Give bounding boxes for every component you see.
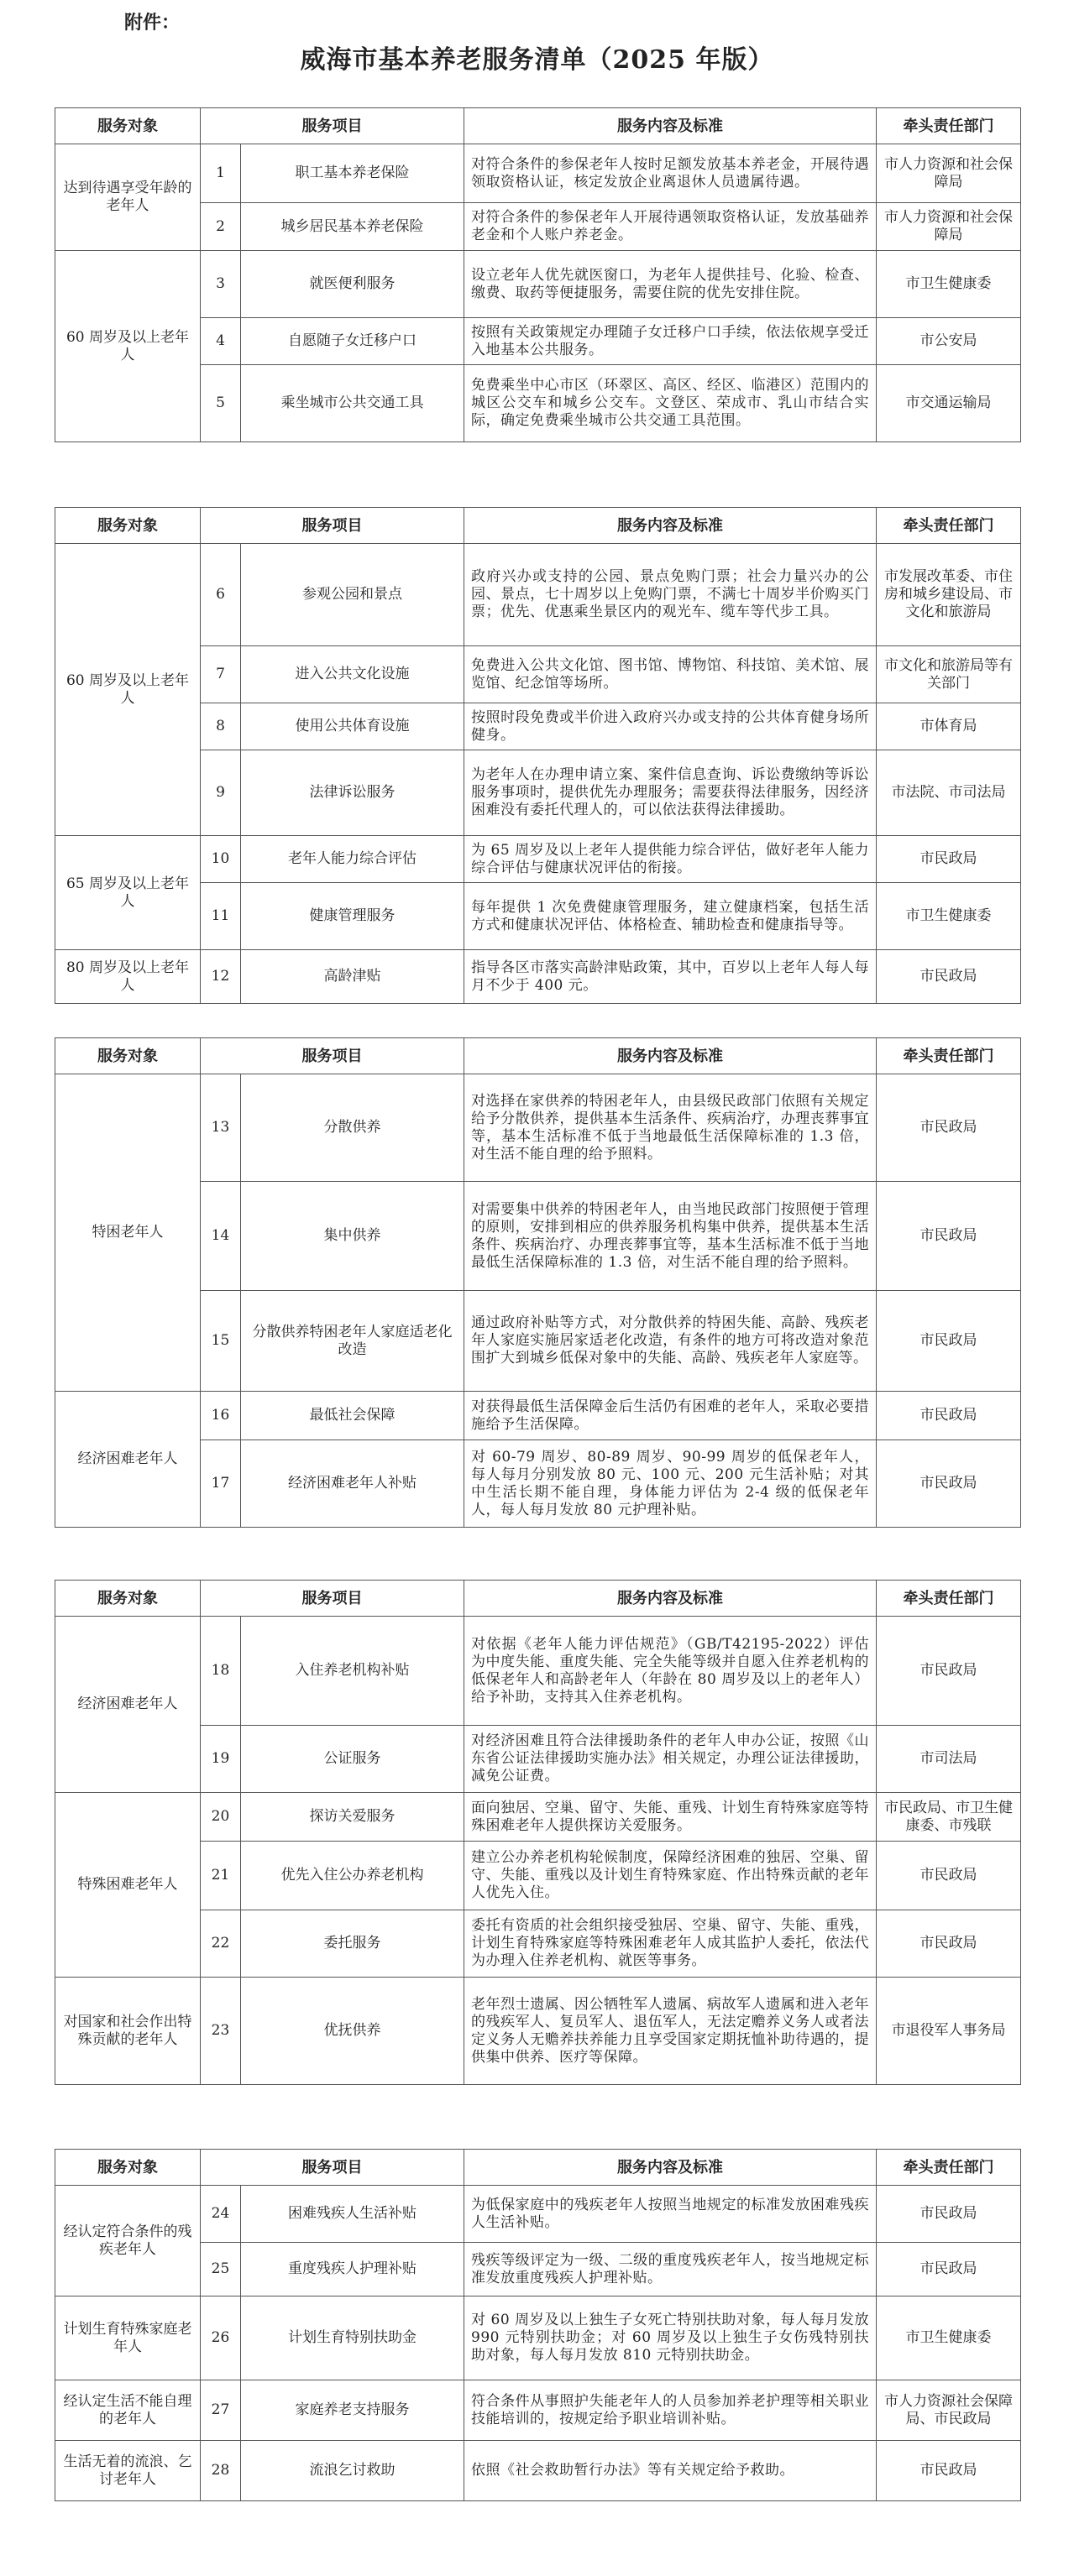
responsible-dept: 市人力资源和社会保障局 — [877, 203, 1021, 251]
responsible-dept: 市民政局、市卫生健康委、市残联 — [877, 1793, 1021, 1842]
row-number: 22 — [201, 1910, 241, 1978]
service-content: 对选择在家供养的特困老年人，由县级民政部门依照有关规定给予分散供养，提供基本生活条件、疾病治疗，办理丧葬事宜等，基本生活标准不低于当地最低生活保障标准的 1.3 倍，对生活不能自理的给予照料。 — [464, 1074, 877, 1182]
service-content: 对需要集中供养的特困老年人，由当地民政部门按照便于管理的原则，安排到相应的供养服务机构集中供养，提供基本生活条件、疾病治疗、办理丧葬事宜等，基本生活标准不低于当地最低生活保障标准的 1.3 倍，对生活不能自理的给予照料。 — [464, 1182, 877, 1291]
row-number: 11 — [201, 883, 241, 950]
service-item: 分散供养 — [241, 1074, 464, 1182]
group-label: 经认定符合条件的残疾老年人 — [55, 2186, 201, 2296]
service-item: 经济困难老年人补贴 — [241, 1440, 464, 1528]
row-number: 14 — [201, 1182, 241, 1291]
table-header-row — [55, 108, 1021, 144]
header-target: 服务对象 — [55, 508, 201, 544]
group-label: 60 周岁及以上老年人 — [55, 544, 201, 836]
responsible-dept: 市人力资源社会保障局、市民政局 — [877, 2380, 1021, 2441]
group-label: 达到待遇享受年龄的老年人 — [55, 144, 201, 251]
group-label: 特困老年人 — [55, 1074, 201, 1392]
table-row — [55, 1440, 1021, 1528]
service-content: 对 60-79 周岁、80-89 周岁、90-99 周岁的低保老年人，每人每月分别发放 80 元、100 元、200 元生活补贴；对其中生活长期不能自理，身体能力评估为 2-4 级的低保老年人，每人每月发放 80 元护理补贴。 — [464, 1440, 877, 1528]
service-content: 对经济困难且符合法律援助条件的老年人申办公证，按照《山东省公证法律援助实施办法》相关规定，办理公证法律援助，减免公证费。 — [464, 1726, 877, 1793]
service-item: 老年人能力综合评估 — [241, 836, 464, 883]
header-item: 服务项目 — [201, 2150, 464, 2186]
service-item: 自愿随子女迁移户口 — [241, 318, 464, 365]
header-target: 服务对象 — [55, 2150, 201, 2186]
group-label: 计划生育特殊家庭老年人 — [55, 2296, 201, 2380]
service-content: 委托有资质的社会组织接受独居、空巢、留守、失能、重残，计划生育特殊家庭等特殊困难老年人成其监护人委托，依法代为办理入住养老机构、就医等事务。 — [464, 1910, 877, 1978]
document-title: 威海市基本养老服务清单（2025 年版） — [300, 45, 774, 75]
header-dept: 牵头责任部门 — [877, 1038, 1021, 1074]
service-item: 参观公园和景点 — [241, 544, 464, 646]
responsible-dept: 市司法局 — [877, 1726, 1021, 1793]
table-row — [55, 2186, 1021, 2243]
responsible-dept: 市公安局 — [877, 318, 1021, 365]
responsible-dept: 市民政局 — [877, 950, 1021, 1004]
responsible-dept: 市法院、市司法局 — [877, 750, 1021, 836]
service-item: 集中供养 — [241, 1182, 464, 1291]
responsible-dept: 市民政局 — [877, 1910, 1021, 1978]
row-number: 18 — [201, 1617, 241, 1726]
header-target: 服务对象 — [55, 1038, 201, 1074]
responsible-dept: 市民政局 — [877, 1842, 1021, 1910]
header-dept: 牵头责任部门 — [877, 508, 1021, 544]
service-item: 乘坐城市公共交通工具 — [241, 365, 464, 442]
header-target: 服务对象 — [55, 108, 201, 144]
service-item: 家庭养老支持服务 — [241, 2380, 464, 2441]
service-table-section-1 — [55, 107, 1021, 442]
table-row — [55, 1793, 1021, 1842]
service-item: 重度残疾人护理补贴 — [241, 2243, 464, 2296]
row-number: 12 — [201, 950, 241, 1004]
service-item: 城乡居民基本养老保险 — [241, 203, 464, 251]
service-content: 指导各区市落实高龄津贴政策，其中，百岁以上老年人每人每月不少于 400 元。 — [464, 950, 877, 1004]
row-number: 3 — [201, 251, 241, 318]
group-label: 65 周岁及以上老年人 — [55, 836, 201, 950]
header-content: 服务内容及标准 — [464, 108, 877, 144]
service-table-section-4 — [55, 1580, 1021, 2085]
table-row — [55, 836, 1021, 883]
service-item: 入住养老机构补贴 — [241, 1617, 464, 1726]
service-content: 老年烈士遗属、因公牺牲军人遗属、病故军人遗属和进入老年的残疾军人、复员军人、退伍军人，无法定赡养义务人或者法定义务人无赡养扶养能力且享受国家定期抚恤补助待遇的，提供集中供养、医疗等保障。 — [464, 1978, 877, 2085]
service-content: 为 65 周岁及以上老年人提供能力综合评估，做好老年人能力综合评估与健康状况评估的衔接。 — [464, 836, 877, 883]
row-number: 16 — [201, 1392, 241, 1440]
row-number: 24 — [201, 2186, 241, 2243]
table-header-row — [55, 2150, 1021, 2186]
service-content: 残疾等级评定为一级、二级的重度残疾老年人，按当地规定标准发放重度残疾人护理补贴。 — [464, 2243, 877, 2296]
group-label: 特殊困难老年人 — [55, 1793, 201, 1978]
service-item: 职工基本养老保险 — [241, 144, 464, 203]
header-content: 服务内容及标准 — [464, 2150, 877, 2186]
responsible-dept: 市民政局 — [877, 1617, 1021, 1726]
service-content: 为低保家庭中的残疾老年人按照当地规定的标准发放困难残疾人生活补贴。 — [464, 2186, 877, 2243]
table-row — [55, 544, 1021, 646]
service-item: 高龄津贴 — [241, 950, 464, 1004]
row-number: 1 — [201, 144, 241, 203]
table-header-row — [55, 508, 1021, 544]
service-item: 委托服务 — [241, 1910, 464, 1978]
row-number: 7 — [201, 646, 241, 703]
header-item: 服务项目 — [201, 1581, 464, 1617]
group-label: 生活无着的流浪、乞讨老年人 — [55, 2441, 201, 2501]
row-number: 27 — [201, 2380, 241, 2441]
service-item: 健康管理服务 — [241, 883, 464, 950]
group-label: 经济困难老年人 — [55, 1392, 201, 1528]
row-number: 2 — [201, 203, 241, 251]
header-dept: 牵头责任部门 — [877, 1581, 1021, 1617]
row-number: 21 — [201, 1842, 241, 1910]
table-row — [55, 1392, 1021, 1440]
service-content: 政府兴办或支持的公园、景点免购门票；社会力量兴办的公园、景点，七十周岁以上免购门票，不满七十周岁半价购买门票；优先、优惠乘坐景区内的观光车、缆车等代步工具。 — [464, 544, 877, 646]
service-item: 探访关爱服务 — [241, 1793, 464, 1842]
row-number: 23 — [201, 1978, 241, 2085]
service-item: 优先入住公办养老机构 — [241, 1842, 464, 1910]
group-label: 经济困难老年人 — [55, 1617, 201, 1793]
responsible-dept: 市民政局 — [877, 1074, 1021, 1182]
responsible-dept: 市民政局 — [877, 1182, 1021, 1291]
responsible-dept: 市民政局 — [877, 2243, 1021, 2296]
service-content: 对 60 周岁及以上独生子女死亡特别扶助对象，每人每月发放 990 元特别扶助金；对 60 周岁及以上独生子女伤残特别扶助对象，每人每月发放 810 元特别扶助金。 — [464, 2296, 877, 2380]
service-content: 免费进入公共文化馆、图书馆、博物馆、科技馆、美术馆、展览馆、纪念馆等场所。 — [464, 646, 877, 703]
header-target: 服务对象 — [55, 1581, 201, 1617]
service-item: 最低社会保障 — [241, 1392, 464, 1440]
table-row — [55, 318, 1021, 365]
service-item: 进入公共文化设施 — [241, 646, 464, 703]
table-row — [55, 646, 1021, 703]
row-number: 20 — [201, 1793, 241, 1842]
responsible-dept: 市民政局 — [877, 2441, 1021, 2501]
responsible-dept: 市卫生健康委 — [877, 2296, 1021, 2380]
service-content: 对符合条件的参保老年人开展待遇领取资格认证，发放基础养老金和个人账户养老金。 — [464, 203, 877, 251]
service-table-section-2 — [55, 507, 1021, 1004]
responsible-dept: 市卫生健康委 — [877, 883, 1021, 950]
table-row — [55, 144, 1021, 203]
service-content: 设立老年人优先就医窗口，为老年人提供挂号、化验、检查、缴费、取药等便捷服务，需要住院的优先安排住院。 — [464, 251, 877, 318]
header-dept: 牵头责任部门 — [877, 2150, 1021, 2186]
service-content: 为老年人在办理申请立案、案件信息查询、诉讼费缴纳等诉讼服务事项时，提供优先办理服务；需要获得法律服务，因经济困难没有委托代理人的，可以依法获得法律援助。 — [464, 750, 877, 836]
row-number: 25 — [201, 2243, 241, 2296]
group-label: 对国家和社会作出特殊贡献的老年人 — [55, 1978, 201, 2085]
service-item: 优抚供养 — [241, 1978, 464, 2085]
row-number: 8 — [201, 703, 241, 750]
table-row — [55, 1842, 1021, 1910]
row-number: 17 — [201, 1440, 241, 1528]
row-number: 26 — [201, 2296, 241, 2380]
table-row — [55, 203, 1021, 251]
responsible-dept: 市民政局 — [877, 836, 1021, 883]
header-content: 服务内容及标准 — [464, 1038, 877, 1074]
table-header-row — [55, 1581, 1021, 1617]
row-number: 9 — [201, 750, 241, 836]
service-item: 计划生育特别扶助金 — [241, 2296, 464, 2380]
service-item: 就医便利服务 — [241, 251, 464, 318]
row-number: 10 — [201, 836, 241, 883]
row-number: 28 — [201, 2441, 241, 2501]
service-content: 对依据《老年人能力评估规范》（GB/T42195-2022）评估为中度失能、重度失能、完全失能等级并自愿入住养老机构的低保老年人和高龄老年人（年龄在 80 周岁及以上的老年人）给予补助，支持其入住养老机构。 — [464, 1617, 877, 1726]
table-row — [55, 1074, 1021, 1182]
table-row — [55, 1978, 1021, 2085]
service-content: 免费乘坐中心市区（环翠区、高区、经区、临港区）范围内的城区公交车和城乡公交车。文登区、荣成市、乳山市结合实际，确定免费乘坐城市公共交通工具范围。 — [464, 365, 877, 442]
service-content: 面向独居、空巢、留守、失能、重残、计划生育特殊家庭等特殊困难老年人提供探访关爱服务。 — [464, 1793, 877, 1842]
table-row — [55, 1910, 1021, 1978]
table-row — [55, 883, 1021, 950]
group-label: 经认定生活不能自理的老年人 — [55, 2380, 201, 2441]
row-number: 15 — [201, 1291, 241, 1392]
table-row — [55, 2296, 1021, 2380]
header-content: 服务内容及标准 — [464, 1581, 877, 1617]
service-content: 每年提供 1 次免费健康管理服务，建立健康档案，包括生活方式和健康状况评估、体格检查、辅助检查和健康指导等。 — [464, 883, 877, 950]
responsible-dept: 市民政局 — [877, 1440, 1021, 1528]
service-content: 按照时段免费或半价进入政府兴办或支持的公共体育健身场所健身。 — [464, 703, 877, 750]
responsible-dept: 市退役军人事务局 — [877, 1978, 1021, 2085]
responsible-dept: 市民政局 — [877, 1291, 1021, 1392]
service-content: 依照《社会救助暂行办法》等有关规定给予救助。 — [464, 2441, 877, 2501]
row-number: 6 — [201, 544, 241, 646]
group-label: 60 周岁及以上老年人 — [55, 251, 201, 442]
service-table-section-3 — [55, 1037, 1021, 1528]
table-row — [55, 2380, 1021, 2441]
table-header-row — [55, 1038, 1021, 1074]
service-item: 使用公共体育设施 — [241, 703, 464, 750]
service-content: 符合条件从事照护失能老年人的人员参加养老护理等相关职业技能培训的，按规定给予职业培训补贴。 — [464, 2380, 877, 2441]
responsible-dept: 市民政局 — [877, 1392, 1021, 1440]
responsible-dept: 市卫生健康委 — [877, 251, 1021, 318]
responsible-dept: 市文化和旅游局等有关部门 — [877, 646, 1021, 703]
responsible-dept: 市交通运输局 — [877, 365, 1021, 442]
service-item: 流浪乞讨救助 — [241, 2441, 464, 2501]
service-table-section-5 — [55, 2149, 1021, 2501]
table-row — [55, 1726, 1021, 1793]
service-item: 分散供养特困老年人家庭适老化改造 — [241, 1291, 464, 1392]
responsible-dept: 市发展改革委、市住房和城乡建设局、市文化和旅游局 — [877, 544, 1021, 646]
table-row — [55, 1182, 1021, 1291]
row-number: 5 — [201, 365, 241, 442]
responsible-dept: 市人力资源和社会保障局 — [877, 144, 1021, 203]
service-content: 建立公办养老机构轮候制度，保障经济困难的独居、空巢、留守、失能、重残以及计划生育特殊家庭、作出特殊贡献的老年人优先入住。 — [464, 1842, 877, 1910]
row-number: 13 — [201, 1074, 241, 1182]
service-item: 法律诉讼服务 — [241, 750, 464, 836]
row-number: 19 — [201, 1726, 241, 1793]
table-row — [55, 2441, 1021, 2501]
header-dept: 牵头责任部门 — [877, 108, 1021, 144]
service-content: 按照有关政策规定办理随子女迁移户口手续，依法依规享受迁入地基本公共服务。 — [464, 318, 877, 365]
group-label: 80 周岁及以上老年人 — [55, 950, 201, 1004]
service-item: 困难残疾人生活补贴 — [241, 2186, 464, 2243]
table-row — [55, 2243, 1021, 2296]
service-content: 对获得最低生活保障金后生活仍有困难的老年人，采取必要措施给予生活保障。 — [464, 1392, 877, 1440]
service-content: 通过政府补贴等方式，对分散供养的特困失能、高龄、残疾老年人家庭实施居家适老化改造，有条件的地方可将改造对象范围扩大到城乡低保对象中的失能、高龄、残疾老年人家庭等。 — [464, 1291, 877, 1392]
service-item: 公证服务 — [241, 1726, 464, 1793]
header-item: 服务项目 — [201, 108, 464, 144]
responsible-dept: 市民政局 — [877, 2186, 1021, 2243]
table-row — [55, 365, 1021, 442]
service-content: 对符合条件的参保老年人按时足额发放基本养老金，开展待遇领取资格认证，核定发放企业离退休人员遗属待遇。 — [464, 144, 877, 203]
table-row — [55, 1617, 1021, 1726]
responsible-dept: 市体育局 — [877, 703, 1021, 750]
header-item: 服务项目 — [201, 1038, 464, 1074]
header-item: 服务项目 — [201, 508, 464, 544]
attachment-label: 附件： — [124, 13, 181, 34]
header-content: 服务内容及标准 — [464, 508, 877, 544]
table-row — [55, 750, 1021, 836]
table-row — [55, 1291, 1021, 1392]
table-row — [55, 950, 1021, 1004]
table-row — [55, 251, 1021, 318]
table-row — [55, 703, 1021, 750]
row-number: 4 — [201, 318, 241, 365]
